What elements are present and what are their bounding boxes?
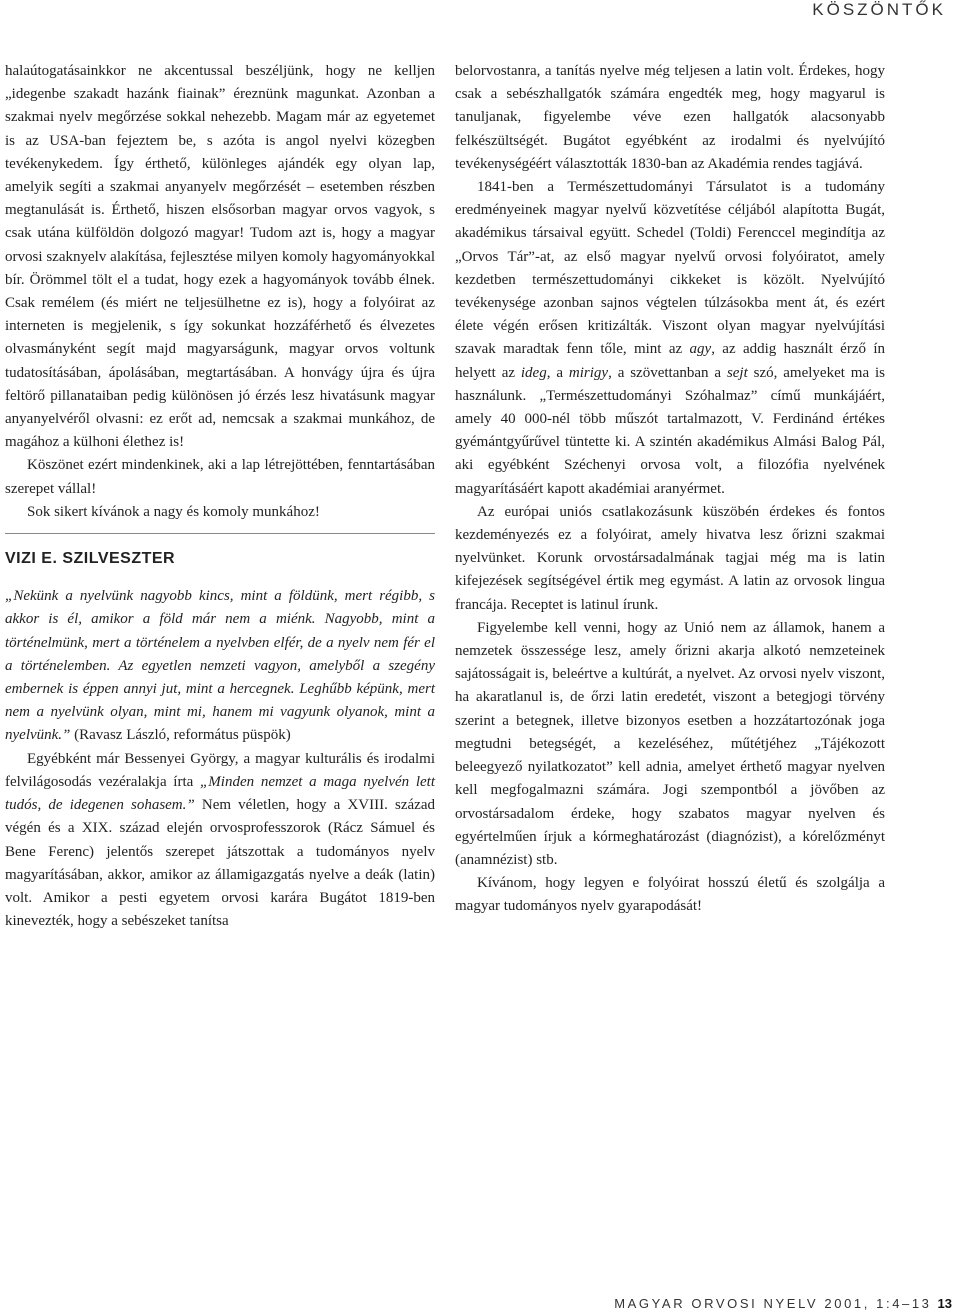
- term: ideg: [520, 364, 547, 381]
- text-run: Egyébként már Bessenyei György, a magyar kulturális és irodalmi felvilágosodás vezéralakja írta: [5, 750, 435, 790]
- quote: [5, 585, 435, 747]
- page-number: 13: [937, 1296, 952, 1311]
- page-footer: [614, 1296, 952, 1311]
- paragraph: [455, 176, 885, 501]
- text-run: , a szövettanban a: [608, 364, 727, 381]
- quote-source: (Ravasz László, református püspök): [70, 727, 291, 744]
- paragraph: [5, 748, 435, 934]
- paragraph: Köszönet ezért mindenkinek, aki a lap létrejöttében, fenntartásában szerepet vállal!: [5, 457, 435, 497]
- divider: [5, 533, 435, 534]
- term: sejt: [726, 364, 748, 381]
- paragraph: halaútogatásainkkor ne akcentussal beszéljünk, hogy ne kelljen „idegenbe szakadt hazánk fiainak” éreznünk magunkat. Azonban a szakmai nyelv megőrzése sokkal nehezebb. Magam már az egyetemet is az USA-ban fejeztem be, s azóta is angol nyelvi közegben tevékenykedem. Így érthető, különleges ajándék egy olyan lap, amelyik segíti a szakmai anyanyelv megőrzését – esetemben részben megtanulását is. Érthető, hiszen elsősorban magyar orvos vagyok, s csak utána külföldön dolgozó magyar! Tudom azt is, hogy a magyar orvosi szaknyelv alakítása, fejlesztése milyen komoly hagyományokkal bír. Örömmel tölt el a tudat, hogy ezek a hagyományok tovább élnek. Csak remélem (és miért ne teljesülhetne ez is), hogy a folyóirat az interneten is megjelenik, s így sokunkat hozzáférhető és élvezetes olvasmányként segít majd magyarságunk, magyar orvos voltunk tudatosításában, ápolásában, megtartásában. A honvágy újra és újra feltörő pillanataiban pedig különösen jó érzés lesz hivatásunk magyar anyanyelvéről olvasni: ez erőt ad, nemcsak a szakmai munkához, de magához a külhoni élethez is!: [5, 63, 435, 451]
- term: mirigy: [568, 364, 609, 381]
- paragraph: Kívánom, hogy legyen e folyóirat hosszú életű és szolgálja a magyar tudományos nyelv gyarapodását!: [455, 875, 885, 915]
- term: agy: [689, 341, 712, 358]
- quote-text: „Nekünk a nyelvünk nagyobb kincs, mint a földünk, mert régibb, s akkor is él, amikor a föld már nem a miénk. Nagyobb, mint a történelmünk, mert a történelem a nyelvben elfér, de a nyelv nem fér el a történelemben. Az egyetlen nemzeti vagyon, amelyből a szegény embernek is éppen annyi jut, mint a hercegnek. Leghűbb képünk, mert nem a nyelvünk olyan, mint mi, hanem mi vagyunk olyanok, mint a nyelvünk.”: [5, 588, 435, 744]
- journal-citation: MAGYAR ORVOSI NYELV 2001, 1:4–13: [614, 1296, 932, 1311]
- right-column: [455, 60, 885, 919]
- text-run: szó, amelyeket ma is használunk. „Természettudományi Szóhalmaz” című munkájáért, amely 40 000-nél több műszót tartalmazott, V. Ferdinánd értékes gyémántgyűrűvel tüntette ki. A szintén akadémikus Almási Balog Pál, aki egyébként Széchenyi orvosa volt, a filozófia nyelvének magyarításáért kapott akadémiai aranyérmet.: [455, 364, 885, 497]
- paragraph: Sok sikert kívánok a nagy és komoly munkához!: [27, 503, 320, 520]
- left-column: [5, 60, 435, 933]
- paragraph: Az európai uniós csatlakozásunk küszöbén érdekes és fontos kezdeményezés ez a folyóirat, amely hivatva lesz őrizni szakmai nyelvünket. Korunk orvostársadalmának tagjai még ma is latin kifejezések segítségével értik meg egymást. A latin az orvosok lingua francája. Receptet is latinul írunk.: [455, 503, 885, 613]
- paragraph: belorvostanra, a tanítás nyelve még teljesen a latin volt. Érdekes, hogy csak a sebészhallgatók számára engedték meg, hogy magyarul is tanuljanak, figyelembe véve ezen hallgatók alacsonyabb felkészültségét. Bugátot egyébként az irodalmi és nyelvújító tevékenységéért választották 1830-ban az Akadémia rendes tagjává.: [455, 63, 885, 172]
- section-title: KÖSZÖNTŐK: [812, 0, 946, 19]
- text-run: , az addig használt érző ín helyett az: [455, 341, 886, 381]
- text-run: 1841-ben a Természettudományi Társulatot is a tudomány eredményeinek magyar nyelvű közvetítése céljából alapította Bugát, akadémikus társaival együtt. Schedel (Toldi) Ferenccel megindítja az „Orvos Tár”-at, az első magyar nyelvű orvosi folyóiratot, amely kezdetben természettudományi cikkeket is közölt. Nyelvújító tevékenysége azonban sajnos végtelen túlzásokba ment át, és ezért élete végén erősen kritizálták. Viszont olyan magyar nyelvújítási szavak maradtak fenn tőle, mint az: [455, 179, 885, 358]
- cited-title: „Minden nemzet a maga nyelvén lett tudós, de idegenen sohasem.”: [5, 773, 435, 814]
- author-name: VIZI E. SZILVESZTER: [5, 550, 176, 568]
- paragraph: Figyelembe kell venni, hogy az Unió nem az államok, hanem a nemzetek összessége lesz, amely őrizni akarja alkotó nemzeteinek sajátosságait is, beleértve a kultúrát, a nyelvet. Az orvosi nyelv viszont, ha akaratlanul is, de őrzi latin eredetét, viszont a betegjogi törvény szerint a betegnek, illetve bizonyos esetben a hozzátartozónak joga megtudni betegségét, a kezeléséhez, műtétjéhez „Tájékozott beleegyező nyilatkozatot” kell adnia, amelyet érthető magyar nyelven kell megfogalmazni számára. Jogi szempontból a jövőben az orvostársadalom érdeke, hogy szabatos magyar nyelven és egyértelműen írjuk a kórmeghatározást (diagnózist), a kórelőzményt (anamnézist) stb.: [455, 619, 885, 868]
- text-run: , a: [546, 364, 569, 381]
- text-run: Nem véletlen, hogy a XVIII. század végén és a XIX. század elején orvosprofesszorok (Rácz Sámuel és Bene Ferenc) jelentős szerepet játszottak a tudományos nyelv magyarításában, akkor, amikor az államigazgatás nyelve a deák (latin) volt. Amikor a pesti egyetem orvosi karára Bugátot 1819-ben kinevezték, hogy a sebészeket tanítsa: [5, 797, 435, 930]
